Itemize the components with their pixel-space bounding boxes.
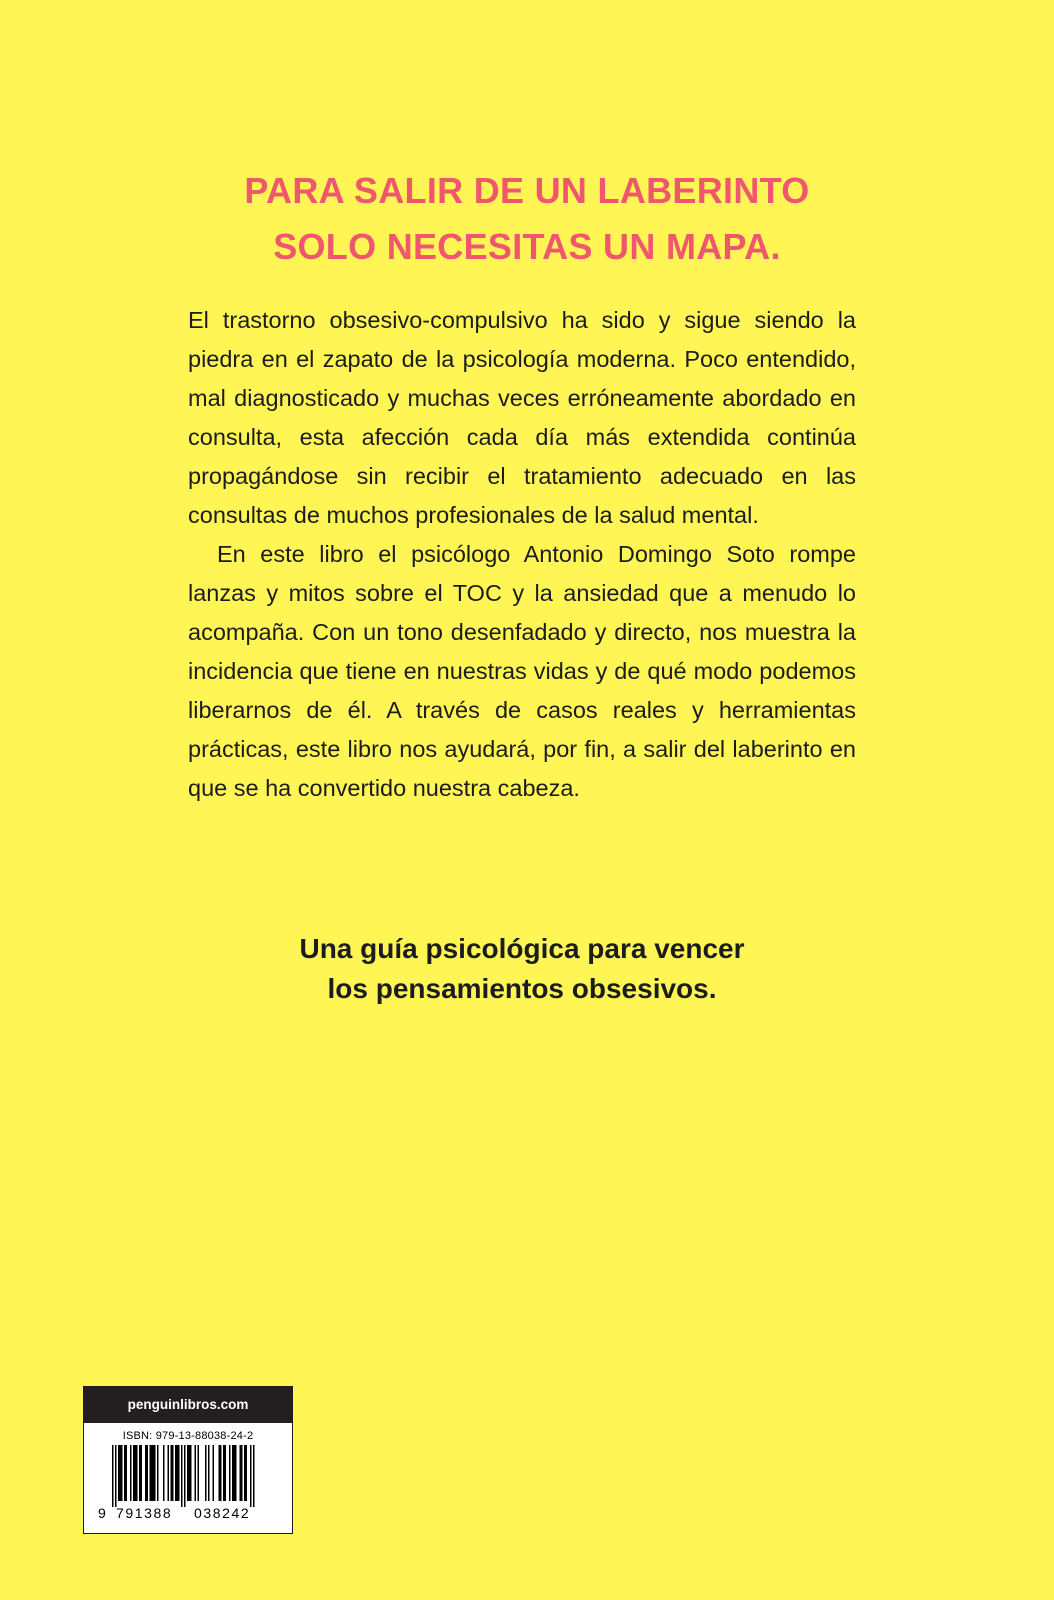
barcode-box: [83, 1386, 293, 1534]
barcode-bar: [115, 1445, 117, 1507]
barcode-bar: [246, 1445, 248, 1501]
barcode-bar: [163, 1445, 165, 1501]
barcode-bar: [187, 1445, 189, 1501]
barcode-bar: [175, 1445, 177, 1501]
barcode-bar: [136, 1445, 138, 1501]
headline-line-1: PARA SALIR DE UN LABERINTO: [244, 170, 810, 211]
headline-line-2: SOLO NECESITAS UN MAPA.: [273, 226, 781, 267]
barcode-bar: [184, 1445, 186, 1507]
barcode-bar: [153, 1445, 155, 1501]
barcode-digit-group-2: 038242: [194, 1505, 251, 1521]
barcode-bar: [229, 1445, 231, 1501]
barcode-bar: [223, 1445, 225, 1501]
barcode-bar: [145, 1445, 147, 1501]
barcode-bar: [225, 1445, 227, 1501]
headline: [0, 163, 1054, 275]
publisher-website: penguinlibros.com: [84, 1387, 292, 1423]
barcode-bar: [118, 1445, 120, 1501]
barcode-bar: [141, 1445, 143, 1501]
barcode-bar: [157, 1445, 159, 1501]
barcode-bar: [139, 1445, 141, 1501]
barcode-bar: [120, 1445, 122, 1501]
synopsis-paragraph-1: El trastorno obsesivo-compulsivo ha sido y sigue siendo la piedra en el zapato de la psicología moderna. Poco entendido, mal diagnosticado y muchas veces erróneamente abordado en consulta, esta afección cada día más extendida continúa propagándose sin recibir el tratamiento adecuado en las consultas de muchos profesionales de la salud mental.: [188, 307, 856, 528]
barcode-bar: [240, 1445, 242, 1501]
barcode-bar: [135, 1445, 137, 1501]
barcode-bars: [112, 1445, 264, 1507]
barcode-bar: [154, 1445, 156, 1501]
barcode-bar: [213, 1445, 215, 1501]
barcode-bar: [181, 1445, 183, 1507]
barcode-bar: [234, 1445, 236, 1501]
barcode-bar: [151, 1445, 153, 1501]
barcode-bar: [253, 1445, 255, 1507]
barcode-bar: [220, 1445, 222, 1501]
isbn-label: ISBN: 979-13-88038-24-2: [122, 1430, 254, 1442]
barcode-bar: [205, 1445, 207, 1501]
barcode-bar: [219, 1445, 221, 1501]
barcode-bar: [178, 1445, 180, 1501]
barcode-digit-first: 9: [98, 1505, 106, 1521]
tagline: [0, 929, 1044, 1009]
barcode-bar: [168, 1445, 170, 1501]
synopsis: [188, 301, 856, 808]
barcode-bar: [147, 1445, 149, 1501]
barcode-bar: [171, 1445, 173, 1501]
barcode-bar: [195, 1445, 197, 1501]
barcode-bar: [244, 1445, 246, 1501]
barcode-bar: [198, 1445, 200, 1501]
synopsis-paragraph-2: En este libro el psicólogo Antonio Domingo Soto rompe lanzas y mitos sobre el TOC y la ansiedad que a menudo lo acompaña. Con un tono desenfadado y directo, nos muestra la incidencia que tiene en nuestras vidas y de qué modo podemos liberarnos de él. A través de casos reales y herramientas prácticas, este libro nos ayudará, por fin, a salir del laberinto en que se ha convertido nuestra cabeza.: [188, 541, 856, 801]
tagline-line-2: los pensamientos obsesivos.: [327, 973, 717, 1004]
barcode-bar: [208, 1445, 210, 1501]
barcode-bar: [124, 1445, 126, 1501]
barcode-bar: [172, 1445, 174, 1501]
barcode-bar: [121, 1445, 123, 1501]
tagline-line-1: Una guía psicológica para vencer: [299, 933, 745, 964]
barcode-bar: [241, 1445, 243, 1501]
barcode-bar: [232, 1445, 234, 1501]
barcode-bar: [130, 1445, 132, 1501]
barcode-bar: [250, 1445, 252, 1507]
barcode-bar: [235, 1445, 237, 1501]
barcode-bar: [126, 1445, 128, 1501]
barcode-bar: [112, 1445, 114, 1507]
barcode-bar: [190, 1445, 192, 1501]
barcode-bar: [150, 1445, 152, 1501]
barcode-bar: [133, 1445, 135, 1501]
barcode-digit-group-1: 791388: [116, 1505, 173, 1521]
barcode-bar: [189, 1445, 191, 1501]
barcode-bar: [177, 1445, 179, 1501]
